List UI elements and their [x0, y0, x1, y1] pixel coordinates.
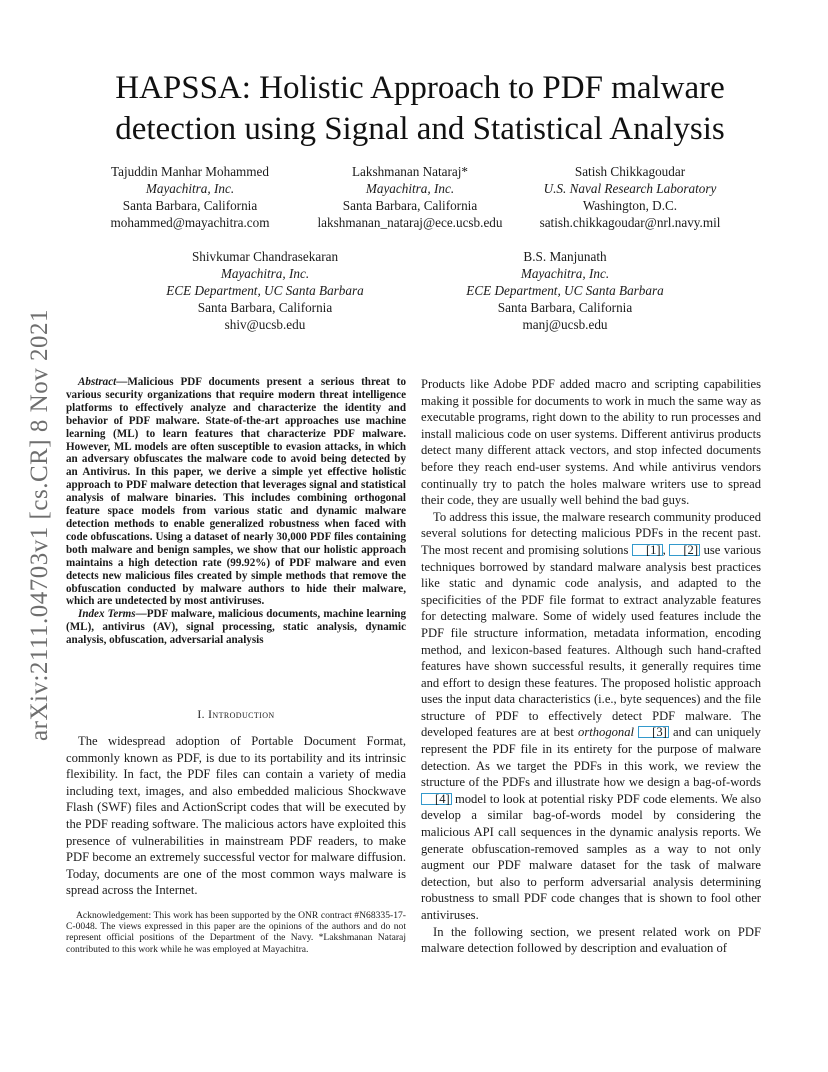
author-name: Shivkumar Chandrasekaran	[191, 249, 339, 264]
text-run: ,	[662, 542, 670, 557]
author-name: Lakshmanan Nataraj*	[351, 164, 469, 179]
text-run: and can uniquely represent the PDF file in its entirety for the purpose of malware detection. As we target the PDFs in this work, we review the structure of the PDFs and illustrate how we design a bag-of-words	[421, 725, 761, 790]
author-affiliation: Mayachitra, Inc.	[365, 181, 455, 196]
abstract-text: —Malicious PDF documents present a serious threat to various security organizations that require modern threat intelligence platforms to effectively analyze and characterize the identity and behavior of PDF malware. State-of-the-art approaches use machine learning (ML) to learn features that characterize PDF malware. However, ML models are often susceptible to evasion attacks, in which an adversary obfuscates the malware code to avoid being detected by an Antivirus. In this paper, we derive a simple yet effective holistic approach to PDF malware detection that leverages signal and statistical analysis of malware binaries. This includes combining orthogonal feature space models from various static and dynamic malware detection methods to enable generalized robustness when faced with code obfuscations. Using a dataset of nearly 30,000 PDF files containing both malware and benign samples, we show that our holistic approach maintains a high detection rate (99.92%) of PDF malware and even detects new malicious files created by simple methods that remove the obfuscation conducted by malware authors to hide their malware, which are undetected by most antiviruses.	[66, 376, 406, 608]
citation-link[interactable]: [2]	[669, 544, 700, 556]
introduction-body	[66, 733, 406, 899]
abstract	[66, 376, 406, 647]
right-column-body	[421, 376, 761, 957]
author-block	[70, 163, 310, 231]
citation-link[interactable]: [1]	[632, 544, 663, 556]
author-email: satish.chikkagoudar@nrl.navy.mil	[539, 215, 721, 230]
author-affiliation: U.S. Naval Research Laboratory	[543, 181, 717, 196]
author-email: shiv@ucsb.edu	[224, 317, 306, 332]
body-paragraph: In the following section, we present related work on PDF malware detection followed by description and evaluation of	[421, 924, 761, 956]
author-location: Santa Barbara, California	[342, 198, 478, 213]
body-paragraph: Products like Adobe PDF added macro and scripting capabilities making it possible for documents to work in much the same way as executable programs, right down to the ability to run processes and install malicious code on user systems. Different antivirus products detect many different attack vectors, and stop infected documents before they reach end-user systems. And while antivirus vendors continually try to patch the holes malware writers use to spread their code, they are usually well behind the bad guys.	[421, 377, 761, 508]
author-affiliation-secondary: ECE Department, UC Santa Barbara	[466, 283, 664, 298]
author-name: B.S. Manjunath	[523, 249, 607, 264]
author-location: Washington, D.C.	[582, 198, 678, 213]
author-name: Tajuddin Manhar Mohammed	[110, 164, 270, 179]
author-affiliation: Mayachitra, Inc.	[145, 181, 235, 196]
author-email: manj@ucsb.edu	[522, 317, 608, 332]
section-heading-text: I. Introduction	[197, 709, 275, 721]
index-terms-paragraph	[66, 608, 406, 647]
abstract-label: Abstract	[78, 376, 117, 388]
arxiv-identifier	[20, 290, 60, 760]
author-block	[300, 163, 520, 231]
author-email: mohammed@mayachitra.com	[110, 215, 270, 230]
author-location: Santa Barbara, California	[122, 198, 258, 213]
author-block	[450, 248, 680, 333]
author-block	[510, 163, 750, 231]
body-paragraph	[421, 509, 761, 924]
index-terms-label: Index Terms	[78, 608, 136, 621]
author-affiliation-secondary: ECE Department, UC Santa Barbara	[166, 283, 364, 298]
text-run: use various techniques borrowed by standard malware analysis best practices like static and dynamic code analysis, and adapted to the specificities of the PDF file format to extract analyzable features for detecting malware. Some of widely used features include the PDF file structure information, metadata information, encoding method, and lexicon-based features. Although such hand-crafted features have shown successful results, it generally requires time and effort to design these features. The proposed holistic approach uses the input data characteristics (i.e., byte sequences) and the file structure of PDF to effectively detect PDF malware. The developed features are at best	[421, 542, 762, 740]
footnote-text: Acknowledgement: This work has been supported by the ONR contract #N68335-17-C-0048. The views expressed in this paper are the opinions of the authors and do not represent official positions of the Department of the Navy. *Lakshmanan Nataraj contributed to this work while he was employed at Mayachitra.	[66, 910, 406, 955]
author-name: Satish Chikkagoudar	[574, 164, 686, 179]
abstract-paragraph	[66, 376, 406, 608]
index-terms-text: —PDF malware, malicious documents, machine learning (ML), antivirus (AV), signal processing, static analysis, dynamic analysis, obfuscation, adversarial analysis	[66, 608, 406, 647]
footnote	[66, 910, 406, 955]
emphasis-text: orthogonal	[578, 725, 635, 740]
arxiv-id-text: arXiv:2111.04703v1 [cs.CR] 8 Nov 2021	[26, 309, 53, 741]
paper-title: HAPSSA: Holistic Approach to PDF malware detection using Signal and Statistical Analysis	[115, 70, 725, 147]
author-email: lakshmanan_nataraj@ece.ucsb.edu	[317, 215, 503, 230]
text-run: To address this issue, the malware research community produced several solutions for detecting malicious PDFs in the recent past. The most recent and promising solutions	[421, 509, 761, 557]
author-block	[150, 248, 380, 333]
citation-link[interactable]: [4]	[421, 793, 452, 805]
citation-link[interactable]: [3]	[638, 726, 669, 738]
intro-paragraph: The widespread adoption of Portable Document Format, commonly known as PDF, is due to its portability and its intrinsic flexibility. In fact, the PDF files can contain a variety of media including text, images, and also embedded malicious Shockwave Flash (SWF) files and ActionScript codes that will be executed by the PDF reading software. The malicious actors have exploited this presence of vulnerabilities in mainstream PDF readers, to make PDF become an extremely successful vector for malware diffusion. Today, documents are one of the most common ways malware is spread across the Internet.	[66, 734, 406, 898]
section-heading-introduction	[66, 709, 406, 721]
text-run: model to look at potential risky PDF code elements. We also develop a similar bag-of-words model by considering the malicious API call sequences in the dynamic analysis reports. We generate obfuscation-removed samples as a way to not only augment our PDF malware dataset for the task of malware detection, but also to perform adversarial analysis determining robustness to small PDF code changes that is shown to fool other antiviruses.	[421, 791, 761, 922]
author-location: Santa Barbara, California	[197, 300, 333, 315]
author-affiliation: Mayachitra, Inc.	[220, 266, 310, 281]
author-location: Santa Barbara, California	[497, 300, 633, 315]
author-affiliation: Mayachitra, Inc.	[520, 266, 610, 281]
